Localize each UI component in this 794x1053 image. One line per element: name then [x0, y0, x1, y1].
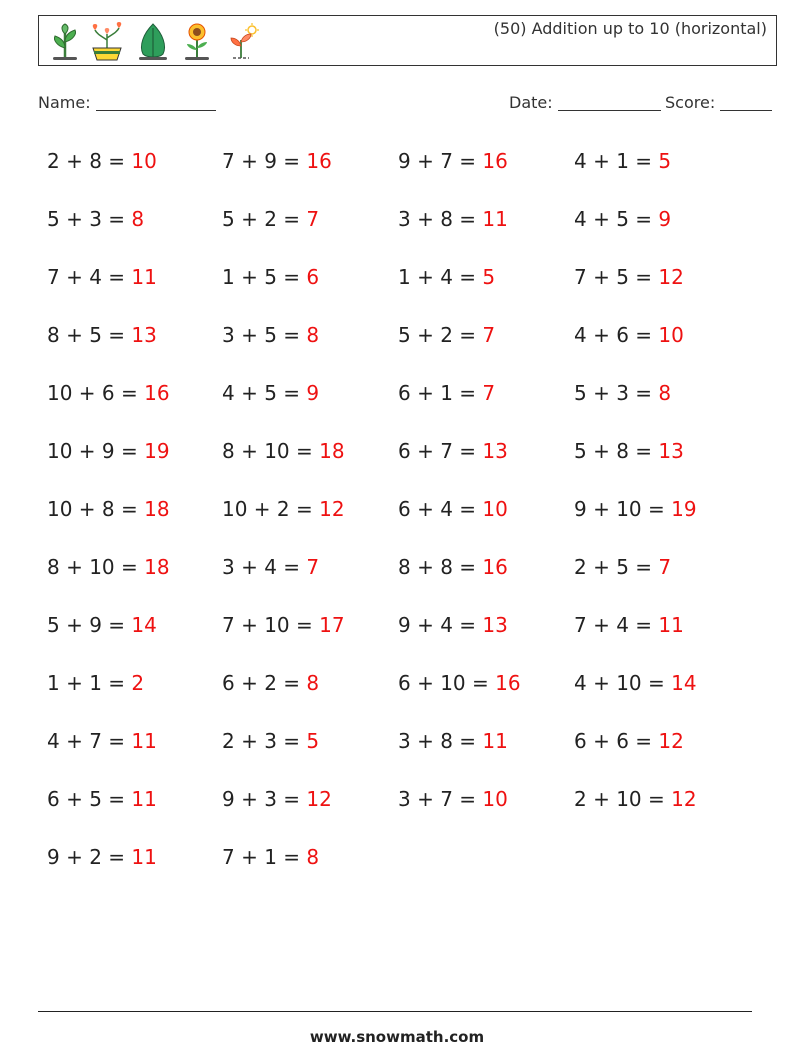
problem-expression: 1 + 1 = — [47, 671, 132, 695]
problem-expression: 5 + 9 = — [47, 613, 132, 637]
problem-expression: 7 + 4 = — [574, 613, 659, 637]
addition-problem — [47, 555, 170, 579]
addition-problem — [398, 439, 508, 463]
addition-problem — [222, 207, 319, 231]
problem-answer: 12 — [319, 497, 345, 521]
problem-expression: 1 + 5 = — [222, 265, 307, 289]
problem-answer: 10 — [482, 497, 508, 521]
problem-expression: 7 + 1 = — [222, 845, 307, 869]
leaf-icon — [135, 22, 171, 62]
problem-expression: 7 + 9 = — [222, 149, 307, 173]
problem-answer: 8 — [306, 323, 320, 347]
problem-expression: 7 + 5 = — [574, 265, 659, 289]
problem-answer: 7 — [658, 555, 672, 579]
problem-answer: 10 — [658, 323, 684, 347]
problem-expression: 8 + 10 = — [222, 439, 320, 463]
addition-problem — [398, 265, 495, 289]
problem-answer: 18 — [319, 439, 345, 463]
addition-problem — [574, 497, 697, 521]
problem-answer: 2 — [131, 671, 145, 695]
footer-divider — [38, 1011, 752, 1012]
problem-answer: 13 — [482, 439, 508, 463]
date-label: Date: — [509, 93, 553, 112]
addition-problem — [222, 729, 319, 753]
addition-problem — [47, 323, 157, 347]
addition-problem — [574, 439, 684, 463]
name-field — [38, 93, 216, 112]
problem-expression: 9 + 4 = — [398, 613, 483, 637]
problem-answer: 8 — [306, 671, 320, 695]
addition-problem — [222, 381, 319, 405]
problem-expression: 8 + 8 = — [398, 555, 483, 579]
addition-problem — [574, 555, 671, 579]
addition-problem — [47, 671, 144, 695]
problem-expression: 3 + 8 = — [398, 729, 483, 753]
addition-problem — [574, 671, 697, 695]
problem-answer: 11 — [482, 729, 508, 753]
addition-problem — [574, 787, 697, 811]
problem-answer: 13 — [658, 439, 684, 463]
problem-answer: 6 — [306, 265, 320, 289]
addition-problem — [222, 149, 332, 173]
problem-expression: 2 + 8 = — [47, 149, 132, 173]
problem-answer: 16 — [144, 381, 170, 405]
problem-expression: 9 + 3 = — [222, 787, 307, 811]
problem-expression: 4 + 10 = — [574, 671, 672, 695]
date-blank — [558, 94, 661, 111]
addition-problem — [47, 787, 157, 811]
problem-expression: 6 + 6 = — [574, 729, 659, 753]
problem-expression: 3 + 5 = — [222, 323, 307, 347]
problem-answer: 7 — [306, 207, 320, 231]
problem-answer: 11 — [131, 845, 157, 869]
problem-expression: 8 + 5 = — [47, 323, 132, 347]
addition-problem — [398, 207, 508, 231]
problem-answer: 11 — [482, 207, 508, 231]
problem-answer: 18 — [144, 497, 170, 521]
problem-answer: 16 — [482, 555, 508, 579]
addition-problem — [222, 265, 319, 289]
addition-problem — [574, 207, 671, 231]
problem-expression: 6 + 10 = — [398, 671, 496, 695]
problem-expression: 6 + 5 = — [47, 787, 132, 811]
date-field — [509, 93, 661, 112]
problem-answer: 7 — [306, 555, 320, 579]
sprout-icon — [47, 22, 83, 62]
problem-answer: 16 — [495, 671, 521, 695]
problem-answer: 16 — [306, 149, 332, 173]
problem-answer: 12 — [658, 729, 684, 753]
addition-problem — [574, 729, 684, 753]
problem-answer: 14 — [671, 671, 697, 695]
problem-expression: 9 + 7 = — [398, 149, 483, 173]
worksheet-header — [38, 15, 777, 66]
addition-problem — [222, 787, 332, 811]
addition-problem — [398, 787, 508, 811]
problem-expression: 6 + 4 = — [398, 497, 483, 521]
problem-expression: 10 + 8 = — [47, 497, 145, 521]
name-blank — [96, 94, 216, 111]
addition-problem — [574, 613, 684, 637]
problem-expression: 4 + 1 = — [574, 149, 659, 173]
problem-expression: 5 + 3 = — [574, 381, 659, 405]
addition-problem — [222, 613, 345, 637]
problem-answer: 16 — [482, 149, 508, 173]
problem-answer: 12 — [306, 787, 332, 811]
addition-problem — [222, 439, 345, 463]
addition-problem — [47, 207, 144, 231]
problem-expression: 7 + 10 = — [222, 613, 320, 637]
problem-expression: 5 + 2 = — [398, 323, 483, 347]
addition-problem — [222, 555, 319, 579]
worksheet-title: (50) Addition up to 10 (horizontal) — [493, 19, 767, 38]
addition-problem — [47, 149, 157, 173]
problem-expression: 9 + 2 = — [47, 845, 132, 869]
addition-problem — [574, 149, 671, 173]
addition-problem — [47, 381, 170, 405]
addition-problem — [398, 323, 495, 347]
addition-problem — [398, 671, 521, 695]
problem-expression: 2 + 3 = — [222, 729, 307, 753]
problem-expression: 6 + 7 = — [398, 439, 483, 463]
problem-expression: 7 + 4 = — [47, 265, 132, 289]
problem-answer: 8 — [131, 207, 145, 231]
score-field — [665, 93, 772, 112]
addition-problem — [47, 613, 157, 637]
problem-expression: 9 + 10 = — [574, 497, 672, 521]
problem-expression: 5 + 8 = — [574, 439, 659, 463]
problem-answer: 5 — [306, 729, 320, 753]
problem-answer: 10 — [131, 149, 157, 173]
problem-answer: 11 — [131, 265, 157, 289]
problem-answer: 19 — [671, 497, 697, 521]
problem-answer: 8 — [306, 845, 320, 869]
problem-expression: 5 + 2 = — [222, 207, 307, 231]
problem-expression: 3 + 8 = — [398, 207, 483, 231]
score-label: Score: — [665, 93, 716, 112]
problem-expression: 4 + 6 = — [574, 323, 659, 347]
addition-problem — [222, 497, 345, 521]
addition-problem — [47, 439, 170, 463]
score-blank — [720, 94, 772, 111]
problem-expression: 4 + 5 = — [222, 381, 307, 405]
problem-answer: 7 — [482, 381, 496, 405]
flower-pot-icon — [89, 22, 125, 62]
problem-answer: 17 — [319, 613, 345, 637]
footer-url: www.snowmath.com — [309, 1028, 485, 1046]
problem-expression: 8 + 10 = — [47, 555, 145, 579]
problem-answer: 13 — [131, 323, 157, 347]
addition-problem — [47, 729, 157, 753]
problem-answer: 19 — [144, 439, 170, 463]
problem-expression: 2 + 10 = — [574, 787, 672, 811]
addition-problem — [222, 671, 319, 695]
problem-expression: 4 + 5 = — [574, 207, 659, 231]
problem-expression: 10 + 2 = — [222, 497, 320, 521]
addition-problem — [398, 729, 508, 753]
addition-problem — [574, 265, 684, 289]
addition-problem — [47, 497, 170, 521]
problem-expression: 3 + 4 = — [222, 555, 307, 579]
problem-answer: 11 — [131, 787, 157, 811]
addition-problem — [398, 497, 508, 521]
problem-expression: 10 + 6 = — [47, 381, 145, 405]
problem-answer: 9 — [658, 207, 672, 231]
addition-problem — [398, 149, 508, 173]
problem-expression: 4 + 7 = — [47, 729, 132, 753]
problem-answer: 5 — [658, 149, 672, 173]
addition-problem — [47, 265, 157, 289]
problem-answer: 13 — [482, 613, 508, 637]
addition-problem — [222, 323, 319, 347]
problem-expression: 3 + 7 = — [398, 787, 483, 811]
problem-answer: 11 — [658, 613, 684, 637]
problem-answer: 9 — [306, 381, 320, 405]
sunflower-icon — [179, 22, 215, 62]
problem-answer: 12 — [658, 265, 684, 289]
problem-answer: 5 — [482, 265, 496, 289]
problem-expression: 1 + 4 = — [398, 265, 483, 289]
addition-problem — [47, 845, 157, 869]
problem-expression: 6 + 2 = — [222, 671, 307, 695]
addition-problem — [398, 613, 508, 637]
problem-expression: 10 + 9 = — [47, 439, 145, 463]
problem-answer: 8 — [658, 381, 672, 405]
problem-expression: 6 + 1 = — [398, 381, 483, 405]
addition-problem — [398, 555, 508, 579]
addition-problem — [398, 381, 495, 405]
problem-answer: 14 — [131, 613, 157, 637]
addition-problem — [222, 845, 319, 869]
name-label: Name: — [38, 93, 91, 112]
problem-expression: 5 + 3 = — [47, 207, 132, 231]
addition-problem — [574, 323, 684, 347]
problem-answer: 7 — [482, 323, 496, 347]
seedling-icon — [225, 22, 261, 62]
problem-answer: 11 — [131, 729, 157, 753]
addition-problem — [574, 381, 671, 405]
problem-answer: 12 — [671, 787, 697, 811]
problem-expression: 2 + 5 = — [574, 555, 659, 579]
problem-answer: 18 — [144, 555, 170, 579]
problem-answer: 10 — [482, 787, 508, 811]
